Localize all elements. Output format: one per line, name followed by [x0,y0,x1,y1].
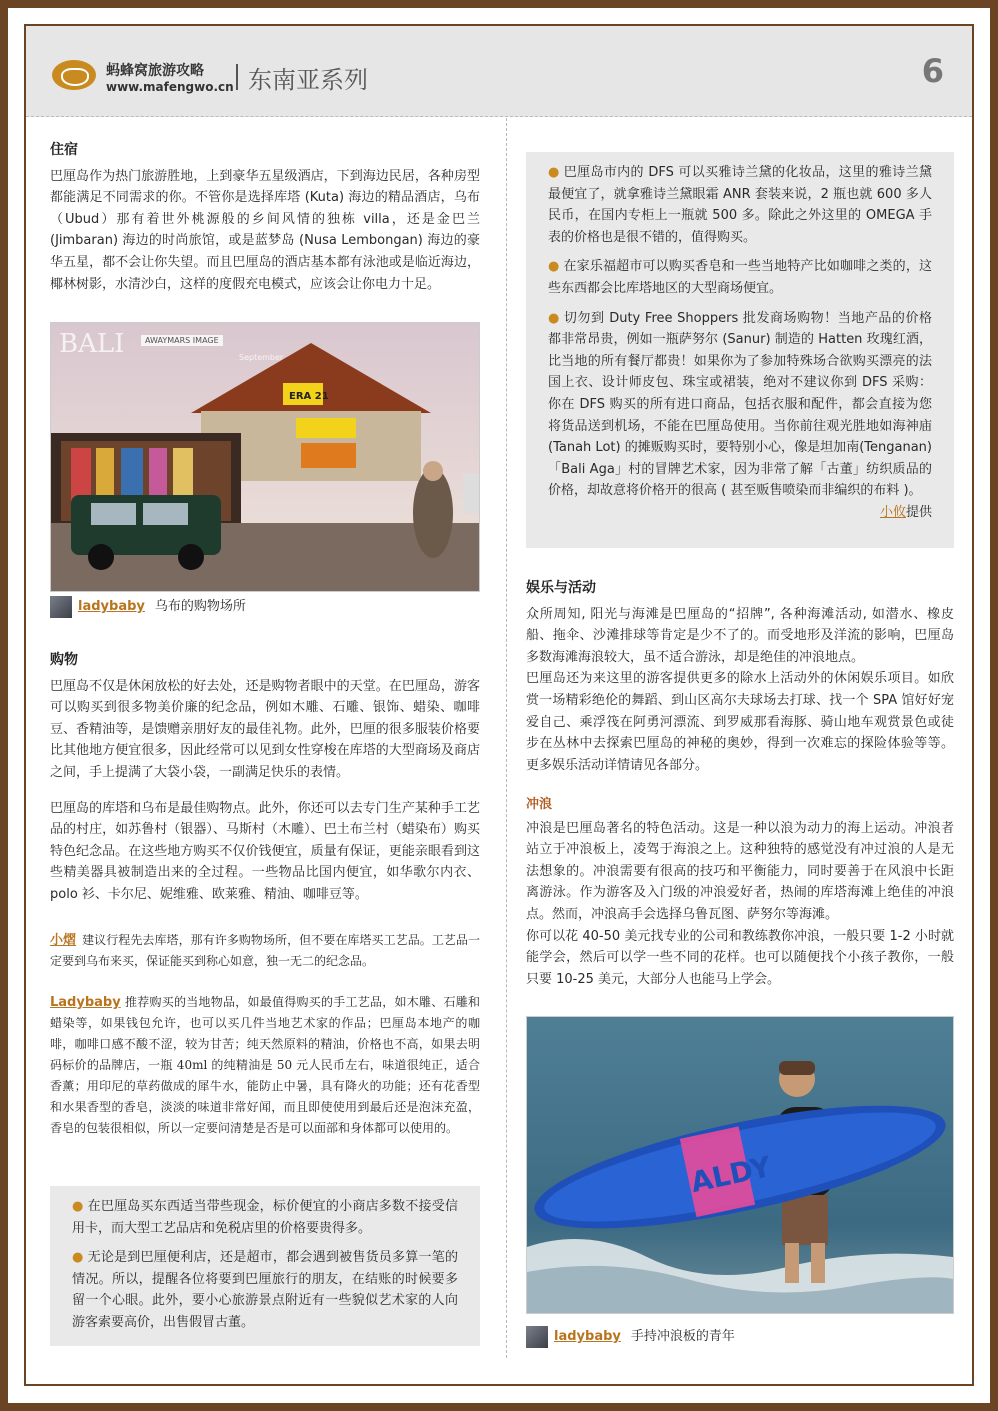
photo-overlay-title: BALI [59,329,125,359]
page-frame [8,8,990,1403]
surfer-photo [526,1016,954,1314]
photo2-caption [526,1324,954,1350]
board-text: ALDY [687,1150,774,1200]
surfing-para1: 冲浪是巴厘岛著名的特色活动。这是一种以浪为动力的海上运动。冲浪者站立于冲浪板上，凌驾于海浪之上。这种独特的感觉没有冲过浪的人是无法想象的。冲浪需要有很高的技巧和平衡能力，同时要善于在风浪中长距离游泳。作为游客及入门级的冲浪爱好者，热闹的库塔海滩上绝佳的冲浪点。然而，冲浪高手会选择乌鲁瓦图、萨努尔等海滩。 [526,820,954,922]
tip-item [548,162,932,248]
ubud-shopping-photo [50,322,480,592]
caption-text: 乌布的购物场所 [154,599,246,614]
entertainment-para1: 众所周知, 阳光与海滩是巴厘岛的“招牌”, 各种海滩活动, 如潜水、橡皮船、拖伞、沙滩排球等肯定是少不了的。而受地形及洋流的影响，巴厘岛多数海滩海浪较大，虽不适合游泳，却是绝佳的冲浪地点。 [526,606,954,665]
page [24,24,974,1386]
avatar [526,1326,548,1348]
shopping-section [50,650,480,906]
bullet-icon: ● [548,310,560,326]
note-text: 推荐购买的当地物品，如最值得购买的手工艺品，如木雕、石雕和蜡染等，如果钱包允许，也可以买几件当地艺术家的作品；巴厘岛本地产的咖啡，咖啡口感不酸不涩，较为甘苦；纯天然原料的精油，价格也不高，如果去明码标价的品牌店，一瓶 40ml 的纯精油是 50 元人民币左右，味道很纯正，适合香薰；用印尼的草药做成的犀牛水，能防止中暑，具有降火的功能；还有花香型和水果香型的香皂，淡淡的味道非常好闻，而且即使使用到最后还是泡沫充盈，香皂的包装很相似，所以一定要问清楚是否是可以面部和身体都可以使用的。 [50,995,480,1135]
photo-overlay-tag: AWAYMARS IMAGE [141,335,223,346]
surfing-heading: 冲浪 [526,797,553,812]
series-title: 东南亚系列 [248,66,368,94]
shopping-para1: 巴厘岛不仅是休闲放松的好去处，还是购物者眼中的天堂。在巴厘岛，游客可以购买到很多物美价廉的纪念品，例如木雕、石雕、银饰、蜡染、咖啡豆、香精油等，是馈赠亲朋好友的最佳礼物。此外，巴厘的很多服装价格要比其他地方便宜很多，因此经常可以见到女性穿梭在库塔的大型商场及商店之间，手上提满了大袋小袋，一副满足快乐的表情。 [50,678,480,780]
page-header [26,26,972,117]
entertainment-heading: 娱乐与活动 [526,580,596,596]
column-divider [506,118,507,1358]
credit-user-link[interactable]: 小攸 [879,504,906,520]
entertainment-section [526,578,954,776]
tip-item [72,1196,458,1239]
shopping-para2: 巴厘岛的库塔和乌布是最佳购物点。此外，你还可以去专门生产某种手工艺品的村庄，如苏鲁村（银器）、马斯村（木雕）、巴土布兰村（蜡染布）购买特色纪念品。在这些地方购买不仅价钱便宜，质量有保证，更能亲眼看到这些精美器具被制造出来的全过程。一些物品比国内便宜，如华歌尔内衣、polo 衫、卡尔尼、妮维雅、欧莱雅、精油、咖啡豆等。 [50,800,480,902]
note-user-link[interactable]: Ladybaby [50,995,121,1010]
tip-item [548,308,932,520]
photo-overlay-sub: September [239,353,284,362]
tip-text: 无论是到巴厘便利店，还是超市，都会遇到被售货员多算一笔的情况。所以，提醒各位将要到巴厘旅行的朋友，在结账的时候要多留一个心眼。此外，要小心旅游景点附近有一些貌似艺术家的人向游客索要高价，出售假冒古董。 [72,1250,458,1330]
lodging-section [50,140,480,295]
bullet-icon: ● [548,259,560,275]
surfing-section [526,794,954,990]
tip-text: 切勿到 Duty Free Shoppers 批发商场购物！当地产品的价格都非常昂贵，例如一瓶萨努尔 (Sanur) 制造的 Hatten 玫瑰红酒，比当地的所有餐厅都贵！如果你为了参加特殊场合欲购买漂亮的法国上衣、设计师皮包、珠宝或裙装，绝对不建议你到 DFS 采购：你在 DFS 购买的所有进口商品，包括衣服和配件，都会直接为您将货品送到机场，不能在巴厘岛使用。当你前往观光胜地如海神庙 (Tanah Lot) 的摊贩购买时，要特别小心，像是坦加南(Tenganan)「Bali Aga」村的冒牌艺术家，因为非常了解「古董」纺织质品的价格，却故意将价格开的很高 ( 甚至贩售喷染而非编织的布料 )。 [548,310,932,499]
surfing-para2: 你可以花 40-50 美元找专业的公司和教练教你冲浪，一般只要 1-2 小时就能学会，然后可以学一些不同的花样。也可以随便找个小孩子教你，一般只要 10-25 美元，大部分人也能马上学会。 [526,928,954,987]
shopping-heading: 购物 [50,652,78,668]
page-number: 6 [921,52,944,90]
author-link[interactable]: ladybaby [78,599,145,614]
tip-text: 巴厘岛市内的 DFS 可以买雅诗兰黛的化妆品，这里的雅诗兰黛最便宜了，就拿雅诗兰黛眼霜 ANR 套装来说，2 瓶也就 600 多人民币，在国内专柜上一瓶就 500 多。除此之外这里的 OMEGA 手表的价格也是很不错的，值得购买。 [548,165,933,245]
brand-url: www.mafengwo.cn [106,80,234,94]
bullet-icon: ● [548,165,560,180]
tip-item [72,1247,458,1333]
dfs-tips-box [526,152,954,548]
brand-name: 蚂蜂窝旅游攻略 [106,63,204,79]
street-scene-illustration [51,323,479,591]
lodging-text: 巴厘岛作为热门旅游胜地，上到豪华五星级酒店，下到海边民居，各种房型都能满足不同需求的你。不管你是选择库塔 (Kuta) 海边的精品酒店，乌布（Ubud）那有着世外桃源般的乡间风情的独栋 villa，还是金巴兰 (Jimbaran) 海边的时尚旅馆，或是蓝梦岛 (Nusa Lembongan) 海边的豪华五星，都不会让你失望。而且巴厘岛的酒店基本都有泳池或是临近海边，椰林树影，水清沙白，这样的度假充电模式，应该会让你电力十足。 [50,168,480,292]
tip-text: 在巴厘岛买东西适当带些现金，标价便宜的小商店多数不接受信用卡，而大型工艺品店和免税店里的价格要贵得多。 [72,1199,458,1236]
caption-text: 手持冲浪板的青年 [630,1329,735,1344]
tip-text: 在家乐福超市可以购买香皂和一些当地特产比如咖啡之类的，这些东西都会比库塔地区的大型商场便宜。 [548,259,932,296]
tip-item [548,256,932,299]
entertainment-para2: 巴厘岛还为来这里的游客提供更多的除水上活动外的休闲娱乐项目。如欣赏一场精彩绝伦的舞蹈、到山区高尔夫球场去打球、找一个 SPA 馆好好宠爱自己、乘浮筏在阿勇河漂流、到罗威那看海豚、骑山地车观赏景色或徒步在丛林中去探索巴厘岛的神秘的奥妙，得到一次难忘的探险体验等等。更多娱乐活动详情请见各部分。 [526,671,954,773]
author-link[interactable]: ladybaby [554,1329,621,1344]
user-note-2 [50,992,480,1139]
shopping-tips-box [50,1186,480,1346]
photo1-caption [50,594,480,620]
avatar [50,596,72,618]
surfer-illustration [527,1017,953,1313]
user-note-1 [50,930,480,972]
mafengwo-logo-icon [52,60,96,90]
lodging-heading: 住宿 [50,142,78,158]
tips-credit [880,502,932,524]
shop-sign-text: ERA 21 [289,391,329,402]
bullet-icon: ● [72,1250,84,1266]
note-user-link[interactable]: 小熠 [50,933,77,948]
header-separator [236,64,238,90]
note-text: 建议行程先去库塔，那有许多购物场所，但不要在库塔买工艺品。工艺品一定要到乌布来买，保证能买到称心如意，独一无二的纪念品。 [50,933,480,968]
bullet-icon: ● [72,1199,84,1214]
credit-suffix: 提供 [905,504,932,520]
